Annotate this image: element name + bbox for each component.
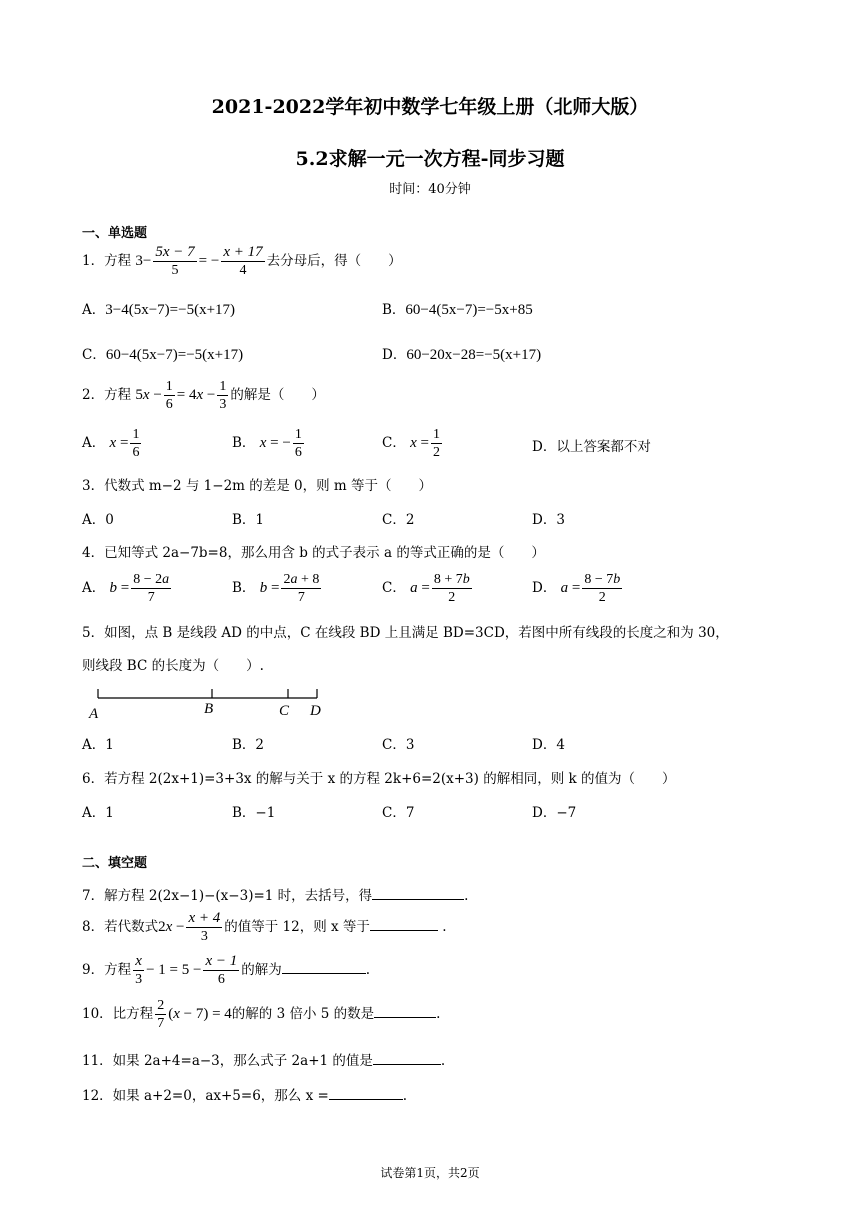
question-3: 3．代数式 m−2 与 1−2m 的差是 0，则 m 等于（ ） [82,478,433,494]
q3-option-a[interactable]: A．0 [82,512,114,528]
q4-option-b[interactable]: B． b = $\frac{2a + 8}{7}$ [232,572,320,605]
segment-diagram [85,683,335,723]
q3-option-c[interactable]: C．2 [382,512,415,528]
question-9: 9．方程 $\frac{x}{3}$ − 1 = 5 − $\frac{x - 1}{6}$ 的解为 . [82,953,371,987]
question-2: 2．方程 5x − $\frac{1}{6}$ = 4x − $\frac{1}{3}$ 的解是（ ） [82,379,325,412]
q2-option-a[interactable]: A． x = $\frac{1}{6}$ [82,427,140,460]
q1-option-b[interactable]: B．60−4(5x−7)=−5x+85 [382,302,533,318]
q3-option-b[interactable]: B．1 [232,512,265,528]
q10-answer-blank[interactable] [374,1003,436,1018]
q3-option-d[interactable]: D．3 [532,512,565,528]
section-heading-fill-in: 二、填空题 [82,856,148,871]
question-4: 4．已知等式 2a−7b=8，那么用含 b 的式子表示 a 的等式正确的是（ ） [82,545,545,561]
question-10: 10．比方程 $\frac{2}{7}$ (x − 7) = 4的解的 3 倍小 5 的数是 . [82,998,441,1031]
q6-option-c[interactable]: C．7 [382,805,415,821]
question-1: 1．方程 3− $\frac{5x - 7}{5}$ = − $\frac{x + 17}{4}$ 去分母后，得（ ） [82,244,402,278]
q5-option-c[interactable]: C．3 [382,737,415,753]
question-5-line-1: 5．如图，点 B 是线段 AD 的中点，C 在线段 BD 上且满足 BD=3CD，若图中所有线段的长度之和为 30， [82,625,729,641]
q4-option-c[interactable]: C． a = $\frac{8 + 7b}{2}$ [382,572,470,605]
question-5-line-2: 则线段 BC 的长度为（ ）. [82,658,264,674]
q1-option-a[interactable]: A．3−4(5x−7)=−5(x+17) [82,302,236,318]
point-label-b: B [204,701,214,717]
question-7: 7．解方程 2(2x−1)−(x−3)=1 时，去括号，得 . [82,884,468,904]
q2-option-d[interactable]: D．以上答案都不对 [532,439,651,455]
question-12: 12．如果 a+2=0，ax+5=6，那么 x = . [82,1084,407,1104]
q4-option-a[interactable]: A． b = $\frac{8 - 2a}{7}$ [82,572,170,605]
q8-answer-blank[interactable] [370,916,438,931]
time-limit: 时间：40分钟 [389,182,471,197]
q7-answer-blank[interactable] [372,885,464,900]
q9-answer-blank[interactable] [282,959,366,974]
q4-option-d[interactable]: D． a = $\frac{8 - 7b}{2}$ [532,572,621,605]
q5-option-d[interactable]: D．4 [532,737,565,753]
q2-option-c[interactable]: C． x = $\frac{1}{2}$ [382,427,441,460]
document-subtitle: 5.2求解一元一次方程-同步习题 [295,148,565,170]
q5-option-a[interactable]: A．1 [82,737,114,753]
q6-option-b[interactable]: B．−1 [232,805,276,821]
point-label-a: A [89,706,99,722]
q12-answer-blank[interactable] [329,1085,403,1100]
q5-option-b[interactable]: B．2 [232,737,265,753]
question-8: 8．若代数式2x − $\frac{x + 4}{3}$ 的值等于 12，则 x 等于 . [82,910,447,944]
document-title: 2021-2022学年初中数学七年级上册（北师大版） [211,96,649,118]
point-label-d: D [310,703,321,719]
q1-option-d[interactable]: D．60−20x−28=−5(x+17) [382,347,542,363]
q6-option-d[interactable]: D．−7 [532,805,577,821]
q6-option-a[interactable]: A．1 [82,805,114,821]
point-label-c: C [279,703,290,719]
q2-option-b[interactable]: B． x = − $\frac{1}{6}$ [232,427,302,460]
section-heading-single-choice: 一、单选题 [82,226,148,241]
q1-option-c[interactable]: C．60−4(5x−7)=−5(x+17) [82,347,244,363]
question-11: 11．如果 2a+4=a−3，那么式子 2a+1 的值是 . [82,1049,445,1069]
page-footer: 试卷第1页，共2页 [380,1166,480,1180]
q11-answer-blank[interactable] [373,1050,441,1065]
question-6: 6．若方程 2(2x+1)=3+3x 的解与关于 x 的方程 2k+6=2(x+3) 的解相同，则 k 的值为（ ） [82,771,676,787]
